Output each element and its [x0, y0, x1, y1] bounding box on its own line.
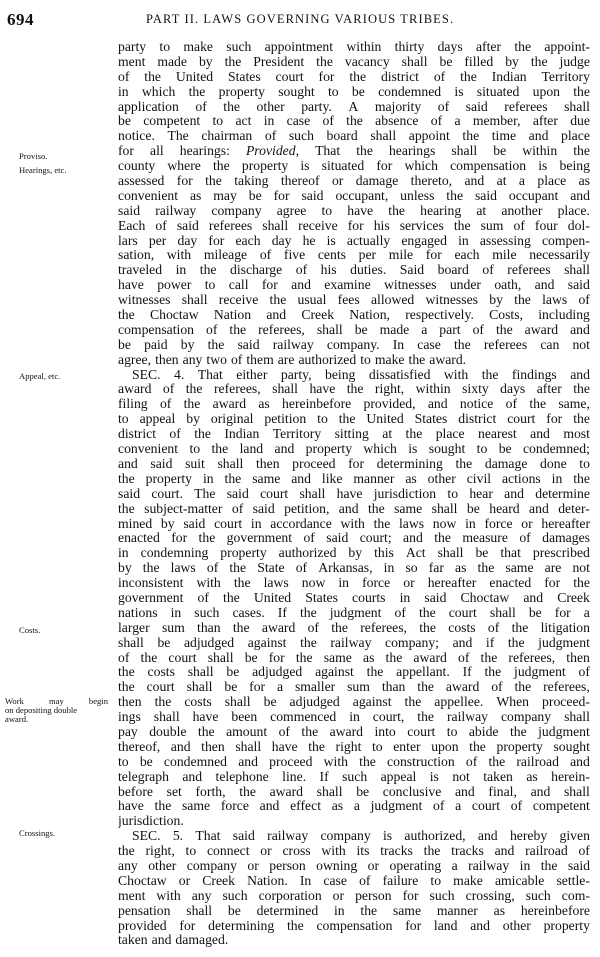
- text-line: any other company or person owning or operating a railway in the said: [118, 858, 590, 873]
- sidenote-appeal: [19, 372, 60, 381]
- text-line: in condemning property authorized by this Act shall be that prescribed: [118, 546, 590, 561]
- text-line: the costs shall be adjudged against the appellant. If the judgment of: [118, 665, 590, 680]
- running-head: PART II. LAWS GOVERNING VARIOUS TRIBES.: [146, 12, 455, 26]
- text-line: and said suit shall then proceed for determining the damage done to: [118, 456, 590, 471]
- text-line: in which the property sought to be condemned is situated upon the: [118, 84, 590, 99]
- text-line: pensation shall be determined in the same manner as hereinbefore: [118, 903, 590, 918]
- text-line: convenient as may be for said occupant, unless the said occupant and: [118, 188, 590, 203]
- sidenote-line: Crossings.: [19, 828, 56, 838]
- text-line: before set forth, the award shall be conclusive and final, and shall: [118, 784, 590, 799]
- statute-text: [118, 40, 590, 948]
- text-line: assessed for the taking thereof or damage thereto, and at a place as: [118, 174, 590, 189]
- text-line: pay double the amount of the award into court to abide the judgment: [118, 724, 590, 739]
- text-line: witnesses shall receive the usual fees allowed witnesses by the laws of: [118, 293, 590, 308]
- text-line: ment made by the President the vacancy shall be filled by the judge: [118, 54, 590, 69]
- text-line: mined by said court in accordance with the laws now in force or hereafter: [118, 516, 590, 531]
- text-line: district of the Indian Territory sitting at the place nearest and most: [118, 427, 590, 442]
- page-header: [0, 0, 600, 30]
- text-line: for all hearings: Provided, That the hearings shall be within the: [118, 144, 590, 159]
- text-line: notice. The chairman of such board shall appoint the time and place: [118, 129, 590, 144]
- text-line: application of the other party. A majority of said referees shall: [118, 99, 590, 114]
- text-line: be paid by the said railway company. In case the referees can not: [118, 337, 590, 352]
- text-line: SEC. 4. That either party, being dissatisfied with the findings and: [132, 367, 590, 382]
- text-line: convenient to the land and property which is sought to be condemned;: [118, 442, 590, 457]
- text-line: said court. The said court shall have jurisdiction to hear and determine: [118, 486, 590, 501]
- text-line: inconsistent with the laws now in force or hereafter enacted for the: [118, 576, 590, 591]
- text-line: Choctaw or Creek Nation. In case of failure to make amicable settle-: [118, 873, 590, 888]
- text-line: sation, with mileage of five cents per mile for each mile necessarily: [118, 248, 590, 263]
- sidenote-costs: [19, 626, 40, 635]
- text-line: provided for determining the compensation for land and other property: [118, 918, 590, 933]
- text-line: Each of said referees shall receive for his services the sum of four dol-: [118, 218, 590, 233]
- text-line: of the United States court for the district of the Indian Territory: [118, 69, 590, 84]
- sidenote-hearings: [19, 166, 66, 175]
- text-line: shall be adjudged against the railway company; and if the judgment: [118, 635, 590, 650]
- text-line: award of the referees, shall have the right, within sixty days after the: [118, 382, 590, 397]
- text-line: have power to call for and examine witnesses under oath, and said: [118, 278, 590, 293]
- text-line: thereof, and then shall have the right to enter upon the property sought: [118, 739, 590, 754]
- text-line: larger sum than the award of the referees, the costs of the litigation: [118, 620, 590, 635]
- sidenote-work: [5, 697, 108, 724]
- sidenote-word: Work: [5, 696, 24, 706]
- sidenote-word: may: [49, 696, 64, 706]
- sidenote-line: on depositing double: [5, 705, 78, 715]
- text-line: jurisdiction.: [118, 814, 184, 829]
- sidenote-proviso: [19, 152, 47, 161]
- text-line: said railway company agree to have the hearing at another place.: [118, 203, 590, 218]
- page-number: 694: [7, 10, 34, 29]
- sidenote-line: award.: [5, 714, 29, 724]
- text-line: telegraph and telephone line. If such appeal is not taken as herein-: [118, 769, 590, 784]
- sidenote-crossings: [19, 829, 55, 838]
- sidenote-line: Costs.: [19, 625, 41, 635]
- text-line: compensation of the referees, shall be made a part of the award and: [118, 322, 590, 337]
- sidenote-word: begin: [88, 696, 108, 706]
- text-line: have the same force and effect as a judgment of a court of competent: [118, 799, 590, 814]
- text-line: filing of the award as hereinbefore provided, and notice of the same,: [118, 397, 590, 412]
- text-line: ings shall have been commenced in court, the railway company shall: [118, 710, 590, 725]
- text-line: then the costs shall be adjudged against the appellee. When proceed-: [118, 695, 590, 710]
- text-line: traveled in the discharge of his duties. Said board of referees shall: [118, 263, 590, 278]
- sidenote-line: Hearings, etc.: [19, 165, 67, 175]
- text-line: ment with any such corporation or person for such crossing, such com-: [118, 888, 590, 903]
- text-line: lars per day for each day he is actually engaged in assessing compen-: [118, 233, 590, 248]
- text-line: the subject-matter of said petition, and the same shall be heard and deter-: [118, 501, 590, 516]
- text-line: taken and damaged.: [118, 933, 229, 948]
- text-line: of the court shall be for the same as the award of the referees, then: [118, 650, 590, 665]
- text-line: SEC. 5. That said railway company is authorized, and hereby given: [132, 829, 590, 844]
- text-line: enacted for the government of said court; and the measure of damages: [118, 531, 590, 546]
- text-line: by the laws of the State of Arkansas, in so far as the same are not: [118, 561, 590, 576]
- text-line: the right, to connect or cross with its tracks the tracks and railroad of: [118, 844, 590, 859]
- text-line: the court shall be for a smaller sum than the award of the referees,: [118, 680, 590, 695]
- text-line: agree, then any two of them are authorized to make the award.: [118, 352, 467, 367]
- sidenote-line: Proviso.: [19, 151, 48, 161]
- text-line: county where the property is situated for which compensation is being: [118, 159, 590, 174]
- text-line: be competent to act in case of the absence of a member, after due: [118, 114, 590, 129]
- sidenote-line: Appeal, etc.: [19, 371, 61, 381]
- text-line: party to make such appointment within thirty days after the appoint-: [118, 40, 590, 54]
- text-line: government of the United States courts in said Choctaw and Creek: [118, 590, 590, 605]
- text-line: to be condemned and proceed with the construction of the railroad and: [118, 754, 590, 769]
- text-line: nations in such cases. If the judgment of the court shall be for a: [118, 605, 590, 620]
- text-line: the property in the same and like manner as other civil actions in the: [118, 471, 590, 486]
- text-line: to appeal by original petition to the United States district court for the: [118, 412, 590, 427]
- text-line: the Choctaw Nation and Creek Nation, respectively. Costs, including: [118, 308, 590, 323]
